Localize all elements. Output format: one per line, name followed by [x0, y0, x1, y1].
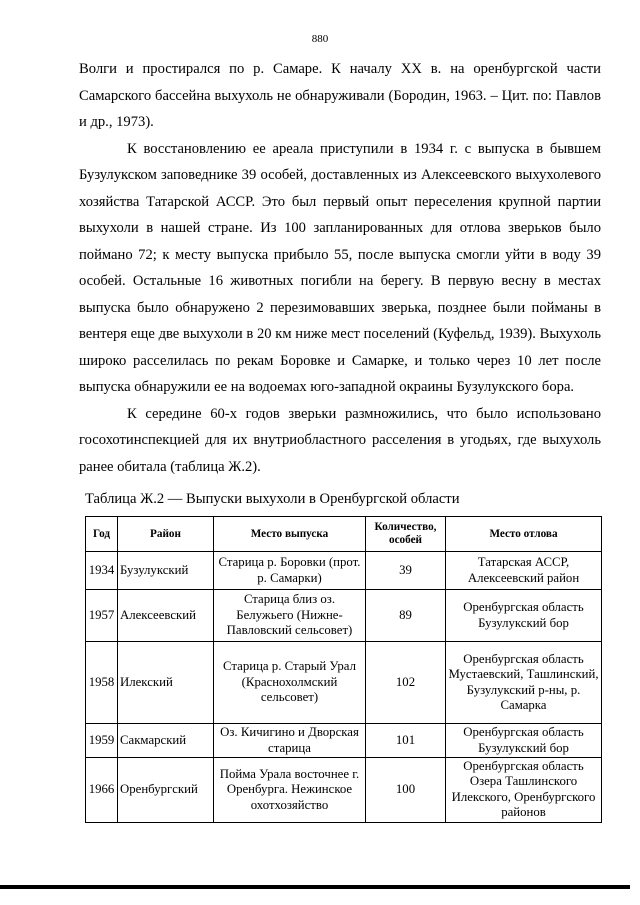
paragraph: К середине 60-х годов зверьки размножились, что было использовано госохотинспекцией для их внутриобластного расселения в угодьях, где выхухоль ранее обитала (таблица Ж.2).	[79, 405, 601, 475]
table-row	[86, 552, 602, 590]
cell-place: Старица р. Старый Урал (Краснохолмский сельсовет)	[214, 642, 366, 724]
cell-year: 1959	[86, 724, 118, 758]
cell-district: Илекский	[118, 642, 214, 724]
cell-district: Сакмарский	[118, 724, 214, 758]
paragraph: К восстановлению ее ареала приступили в 1934 г. с выпуска в бывшем Бузулукском заповеднике 39 особей, доставленных из Алексеевского выхухолевого хозяйства Татарской АССР. Это был первый опыт переселения крупной партии выхухоли в нашей стране. Из 100 запланированных для отлова зверьков было поймано 72; к месту выпуска прибыло 55, после выпуска смогли уйти в воду 39 особей. Остальные 16 животных погибли на берегу. В первую весну в местах выпуска было обнаружено 2 перезимовавших зверька, позднее были пойманы в вентеря еще две выхухоли в 20 км ниже мест поселений (Куфельд, 1939). Выхухоль широко расселилась по рекам Боровке и Самарке, и только через 10 лет после выпуска обнаружили ее на водоемах юго-западной окраины Бузулукского бора.	[79, 140, 601, 395]
cell-place: Старица р. Боровки (прот. р. Самарки)	[214, 552, 366, 590]
table-caption: Таблица Ж.2 — Выпуски выхухоли в Оренбургской области	[85, 491, 460, 507]
bottom-rule	[0, 885, 630, 889]
cell-year: 1957	[86, 590, 118, 642]
header-year: Год	[86, 517, 118, 552]
cell-district: Оренбургский	[118, 758, 214, 823]
header-place: Место выпуска	[214, 517, 366, 552]
header-source: Место отлова	[446, 517, 602, 552]
table-row	[86, 724, 602, 758]
cell-year: 1966	[86, 758, 118, 823]
header-district: Район	[118, 517, 214, 552]
cell-place: Пойма Урала восточнее г. Оренбурга. Нежинское охотхозяйство	[214, 758, 366, 823]
cell-source: Татарская АССР, Алексеевский район	[446, 552, 602, 590]
cell-count: 89	[366, 590, 446, 642]
cell-source: Оренбургская область Бузулукский бор	[446, 724, 602, 758]
cell-year: 1934	[86, 552, 118, 590]
table-row	[86, 642, 602, 724]
cell-count: 101	[366, 724, 446, 758]
cell-count: 39	[366, 552, 446, 590]
cell-district: Бузулукский	[118, 552, 214, 590]
cell-source: Оренбургская область Бузулукский бор	[446, 590, 602, 642]
releases-table	[85, 516, 602, 823]
cell-place: Оз. Кичигино и Дворская старица	[214, 724, 366, 758]
header-count: Количество, особей	[366, 517, 446, 552]
cell-district: Алексеевский	[118, 590, 214, 642]
cell-source: Оренбургская область Мустаевский, Ташлинский, Бузулукский р-ны, р. Самарка	[446, 642, 602, 724]
table-row	[86, 590, 602, 642]
cell-count: 102	[366, 642, 446, 724]
cell-year: 1958	[86, 642, 118, 724]
cell-count: 100	[366, 758, 446, 823]
table-header-row	[86, 517, 602, 552]
cell-source: Оренбургская область Озера Ташлинского Илекского, Оренбургского районов	[446, 758, 602, 823]
paragraph: Волги и простирался по р. Самаре. К началу XX в. на оренбургской части Самарского бассейна выхухоль не обнаруживали (Бородин, 1963. – Цит. по: Павлов и др., 1973).	[79, 61, 601, 130]
page-number: 880	[311, 33, 329, 45]
body-text	[79, 56, 601, 480]
table-row	[86, 758, 602, 823]
cell-place: Старица близ оз. Белужьего (Нижне-Павловский сельсовет)	[214, 590, 366, 642]
